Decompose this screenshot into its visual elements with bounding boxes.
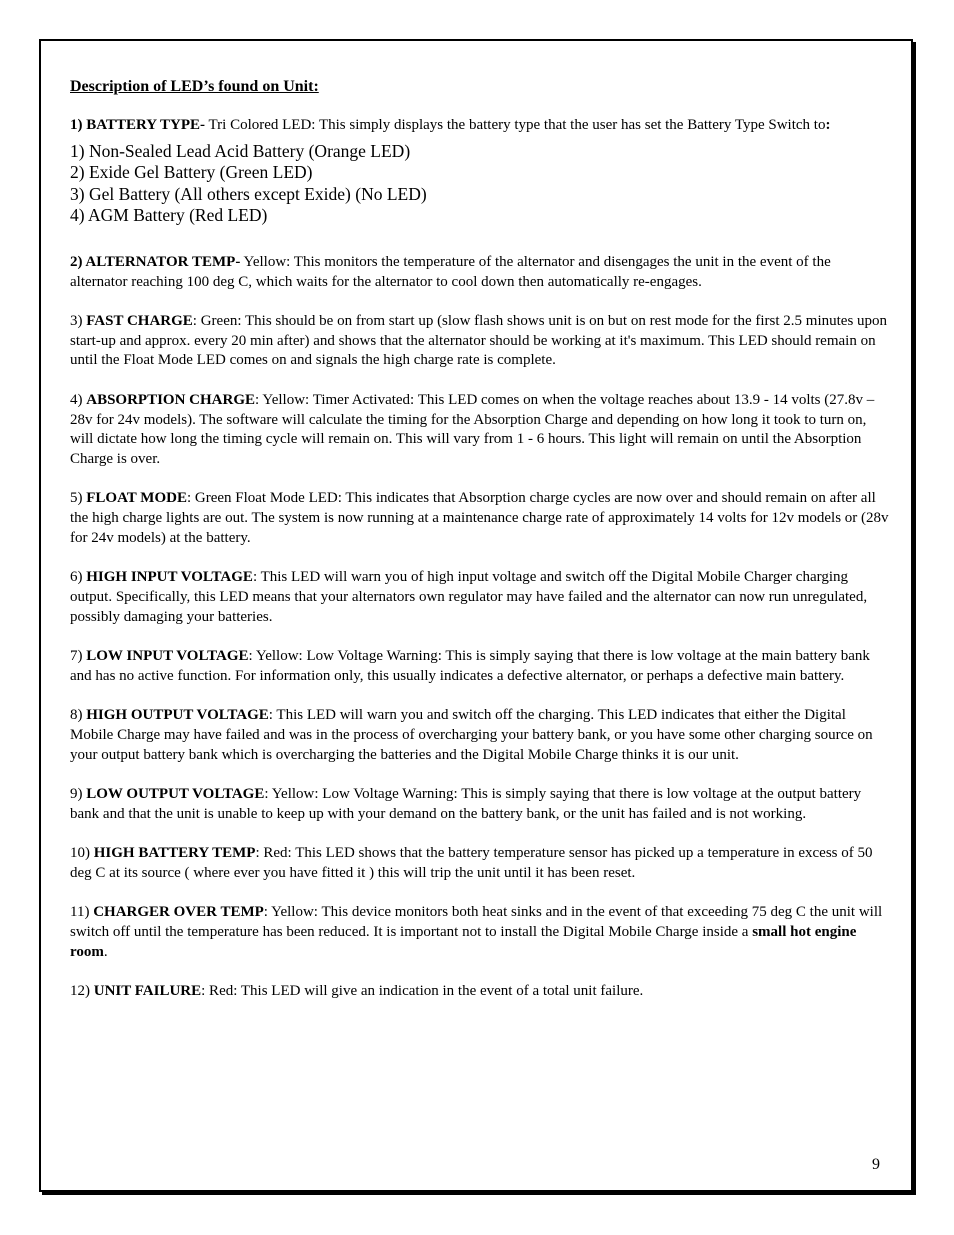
document-body <box>70 78 890 1022</box>
paragraph-float-mode: 5) FLOAT MODE: Green Float Mode LED: This indicates that Absorption charge cycles are now over and should remain on after all the high charge lights are out. The system is now running at a maintenance charge rate of approximately 14 volts for 12v models or (28v for 24v models) at the battery. <box>70 490 889 547</box>
page-number: 9 <box>872 1156 880 1173</box>
list-item: 2) Exide Gel Battery (Green LED) <box>70 162 313 183</box>
paragraph-high-input-voltage: 6) HIGH INPUT VOLTAGE: This LED will warn you of high input voltage and switch off the Digital Mobile Charger charging output. Specifically, this LED means that your alternators own regulator may have failed and the alternator can now run unregulated, possibly damaging your batteries. <box>70 569 868 625</box>
list-item: 3) Gel Battery (All others except Exide) (No LED) <box>70 183 427 204</box>
label-battery-type: 1) BATTERY TYPE- <box>70 117 206 133</box>
paragraph-battery-type: 1) BATTERY TYPE- Tri Colored LED: This simply displays the battery type that the user has set the Battery Type Switch to: <box>70 117 831 133</box>
battery-type-list <box>70 141 890 227</box>
paragraph-high-output-voltage: 8) HIGH OUTPUT VOLTAGE: This LED will warn you and switch off the charging. This LED indicates that either the Digital Mobile Charge may have failed and was in the process of overcharging your battery bank, or you have some other charging source on your output battery bank which is overcharging the batteries and the Digital Mobile Charge thinks it is our unit. <box>70 707 873 763</box>
paragraph-low-output-voltage: 9) LOW OUTPUT VOLTAGE: Yellow: Low Voltage Warning: This is simply saying that there is low voltage at the output battery bank and that the unit is unable to keep up with your demand on the battery bank, or the unit has failed and is not working. <box>70 786 862 823</box>
paragraph-low-input-voltage: 7) LOW INPUT VOLTAGE: Yellow: Low Voltage Warning: This is simply saying that there is low voltage at the main battery bank and has no active function. For information only, this usually indicates a defective alternator, or perhaps a defective main battery. <box>70 648 870 685</box>
paragraph-fast-charge: 3) FAST CHARGE: Green: This should be on from start up (slow flash shows unit is on but on rest mode for the first 2.5 minutes upon start-up and approx. every 20 min after) and shows that the alternator should be working at it's maximum. This LED should remain on until the Float Mode LED comes on and signals the high charge rate is complete. <box>70 312 888 369</box>
list-item: 4) AGM Battery (Red LED) <box>70 205 268 226</box>
paragraph-unit-failure: 12) UNIT FAILURE: Red: This LED will give an indication in the event of a total unit failure. <box>70 983 644 1000</box>
paragraph-alternator-temp: 2) ALTERNATOR TEMP- Yellow: This monitors the temperature of the alternator and disengages the unit in the event of the alternator reaching 100 deg C, which waits for the alternator to cool down then automatically re-engages. <box>70 253 831 290</box>
paragraph-high-battery-temp: 10) HIGH BATTERY TEMP: Red: This LED shows that the battery temperature sensor has picked up a temperature in excess of 50 deg C at its source ( where ever you have fitted it ) this will trip the unit until it has been reset. <box>70 845 873 882</box>
section-title: Description of LED’s found on Unit: <box>70 78 319 95</box>
list-item: 1) Non-Sealed Lead Acid Battery (Orange LED) <box>70 140 411 161</box>
paragraph-absorption-charge: 4) ABSORPTION CHARGE: Yellow: Timer Activated: This LED comes on when the voltage reaches about 13.9 - 14 volts (27.8v – 28v for 24v models). The software will calculate the timing for the Absorption Charge and depending on how long it took to turn on, will dictate how long the timing cycle will remain on. This will vary from 1 - 6 hours. This light will remain on until the Absorption Charge is over. <box>70 391 875 468</box>
paragraph-charger-over-temp: 11) CHARGER OVER TEMP: Yellow: This device monitors both heat sinks and in the event of that exceeding 75 deg C the unit will switch off until the temperature has been reduced. It is important not to install the Digital Mobile Charge inside a small hot engine room. <box>70 904 883 961</box>
